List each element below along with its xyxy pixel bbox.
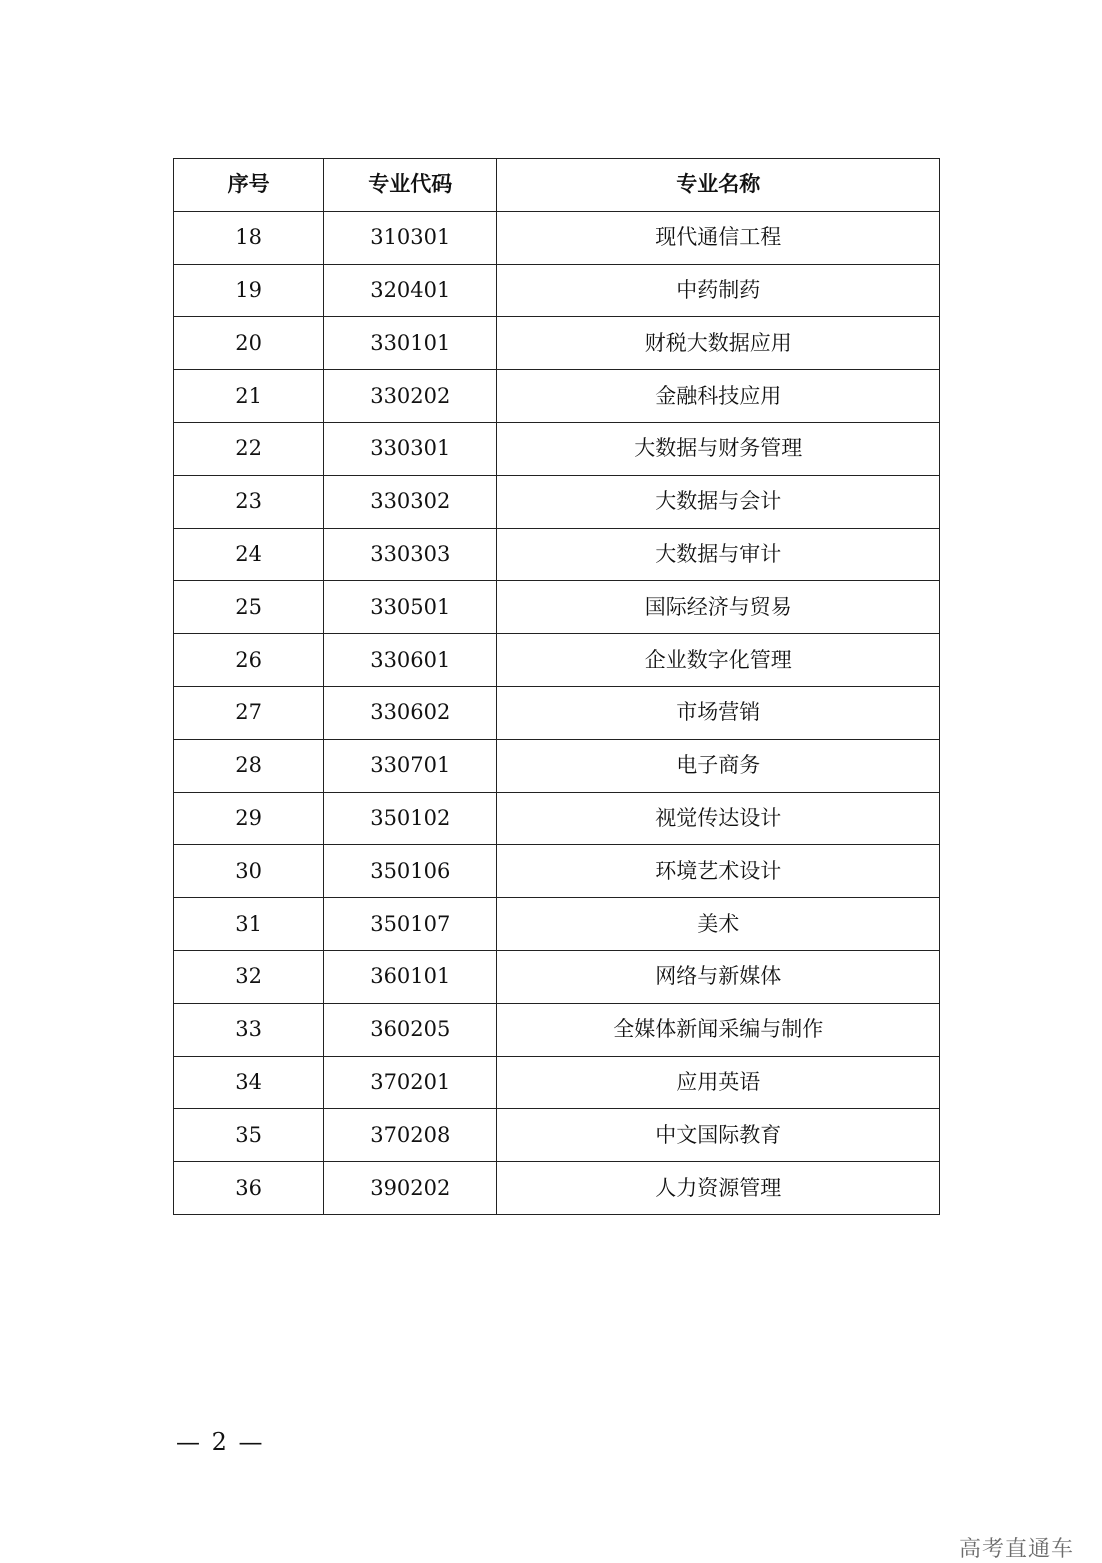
- cell-code: 330301: [324, 422, 497, 475]
- cell-seq: 30: [174, 845, 324, 898]
- table-row: [174, 898, 940, 951]
- cell-name: 人力资源管理: [497, 1162, 940, 1215]
- cell-seq: 26: [174, 634, 324, 687]
- cell-name: 大数据与财务管理: [497, 422, 940, 475]
- table-row: [174, 581, 940, 634]
- cell-code: 350107: [324, 898, 497, 951]
- cell-seq: 29: [174, 792, 324, 845]
- cell-name: 现代通信工程: [497, 211, 940, 264]
- cell-code: 370208: [324, 1109, 497, 1162]
- cell-seq: 35: [174, 1109, 324, 1162]
- cell-code: 360101: [324, 950, 497, 1003]
- cell-code: 350102: [324, 792, 497, 845]
- table-row: [174, 845, 940, 898]
- cell-seq: 22: [174, 422, 324, 475]
- cell-code: 350106: [324, 845, 497, 898]
- cell-code: 370201: [324, 1056, 497, 1109]
- cell-code: 330601: [324, 634, 497, 687]
- cell-code: 360205: [324, 1003, 497, 1056]
- cell-seq: 27: [174, 686, 324, 739]
- cell-code: 330501: [324, 581, 497, 634]
- page-number: — 2 —: [176, 1428, 265, 1456]
- cell-code: 330202: [324, 370, 497, 423]
- cell-code: 330303: [324, 528, 497, 581]
- cell-seq: 34: [174, 1056, 324, 1109]
- table-header-row: [174, 159, 940, 212]
- table-row: [174, 528, 940, 581]
- table-body: [174, 211, 940, 1214]
- cell-code: 320401: [324, 264, 497, 317]
- cell-seq: 20: [174, 317, 324, 370]
- cell-name: 应用英语: [497, 1056, 940, 1109]
- cell-code: 390202: [324, 1162, 497, 1215]
- cell-code: 330701: [324, 739, 497, 792]
- cell-seq: 36: [174, 1162, 324, 1215]
- table-row: [174, 686, 940, 739]
- cell-name: 国际经济与贸易: [497, 581, 940, 634]
- cell-name: 中文国际教育: [497, 1109, 940, 1162]
- cell-name: 金融科技应用: [497, 370, 940, 423]
- cell-code: 330302: [324, 475, 497, 528]
- cell-seq: 32: [174, 950, 324, 1003]
- table-row: [174, 1109, 940, 1162]
- header-code: 专业代码: [324, 159, 497, 212]
- cell-seq: 18: [174, 211, 324, 264]
- table-row: [174, 1056, 940, 1109]
- cell-seq: 28: [174, 739, 324, 792]
- header-name: 专业名称: [497, 159, 940, 212]
- cell-seq: 21: [174, 370, 324, 423]
- header-seq: 序号: [174, 159, 324, 212]
- watermark-text: 高考直通车: [958, 1537, 1074, 1562]
- table-row: [174, 317, 940, 370]
- table-row: [174, 739, 940, 792]
- cell-name: 视觉传达设计: [497, 792, 940, 845]
- cell-name: 大数据与会计: [497, 475, 940, 528]
- cell-code: 330602: [324, 686, 497, 739]
- cell-seq: 23: [174, 475, 324, 528]
- cell-code: 310301: [324, 211, 497, 264]
- table-row: [174, 475, 940, 528]
- cell-name: 电子商务: [497, 739, 940, 792]
- cell-name: 企业数字化管理: [497, 634, 940, 687]
- cell-seq: 25: [174, 581, 324, 634]
- cell-name: 中药制药: [497, 264, 940, 317]
- table-row: [174, 950, 940, 1003]
- table-row: [174, 1003, 940, 1056]
- table-row: [174, 422, 940, 475]
- table-row: [174, 1162, 940, 1215]
- cell-seq: 19: [174, 264, 324, 317]
- cell-name: 全媒体新闻采编与制作: [497, 1003, 940, 1056]
- cell-name: 财税大数据应用: [497, 317, 940, 370]
- table-row: [174, 370, 940, 423]
- cell-seq: 31: [174, 898, 324, 951]
- cell-name: 市场营销: [497, 686, 940, 739]
- cell-seq: 33: [174, 1003, 324, 1056]
- majors-table: [173, 158, 940, 1215]
- cell-name: 网络与新媒体: [497, 950, 940, 1003]
- cell-name: 大数据与审计: [497, 528, 940, 581]
- table-row: [174, 211, 940, 264]
- table-row: [174, 634, 940, 687]
- cell-name: 美术: [497, 898, 940, 951]
- cell-seq: 24: [174, 528, 324, 581]
- table-row: [174, 264, 940, 317]
- cell-name: 环境艺术设计: [497, 845, 940, 898]
- table-row: [174, 792, 940, 845]
- cell-code: 330101: [324, 317, 497, 370]
